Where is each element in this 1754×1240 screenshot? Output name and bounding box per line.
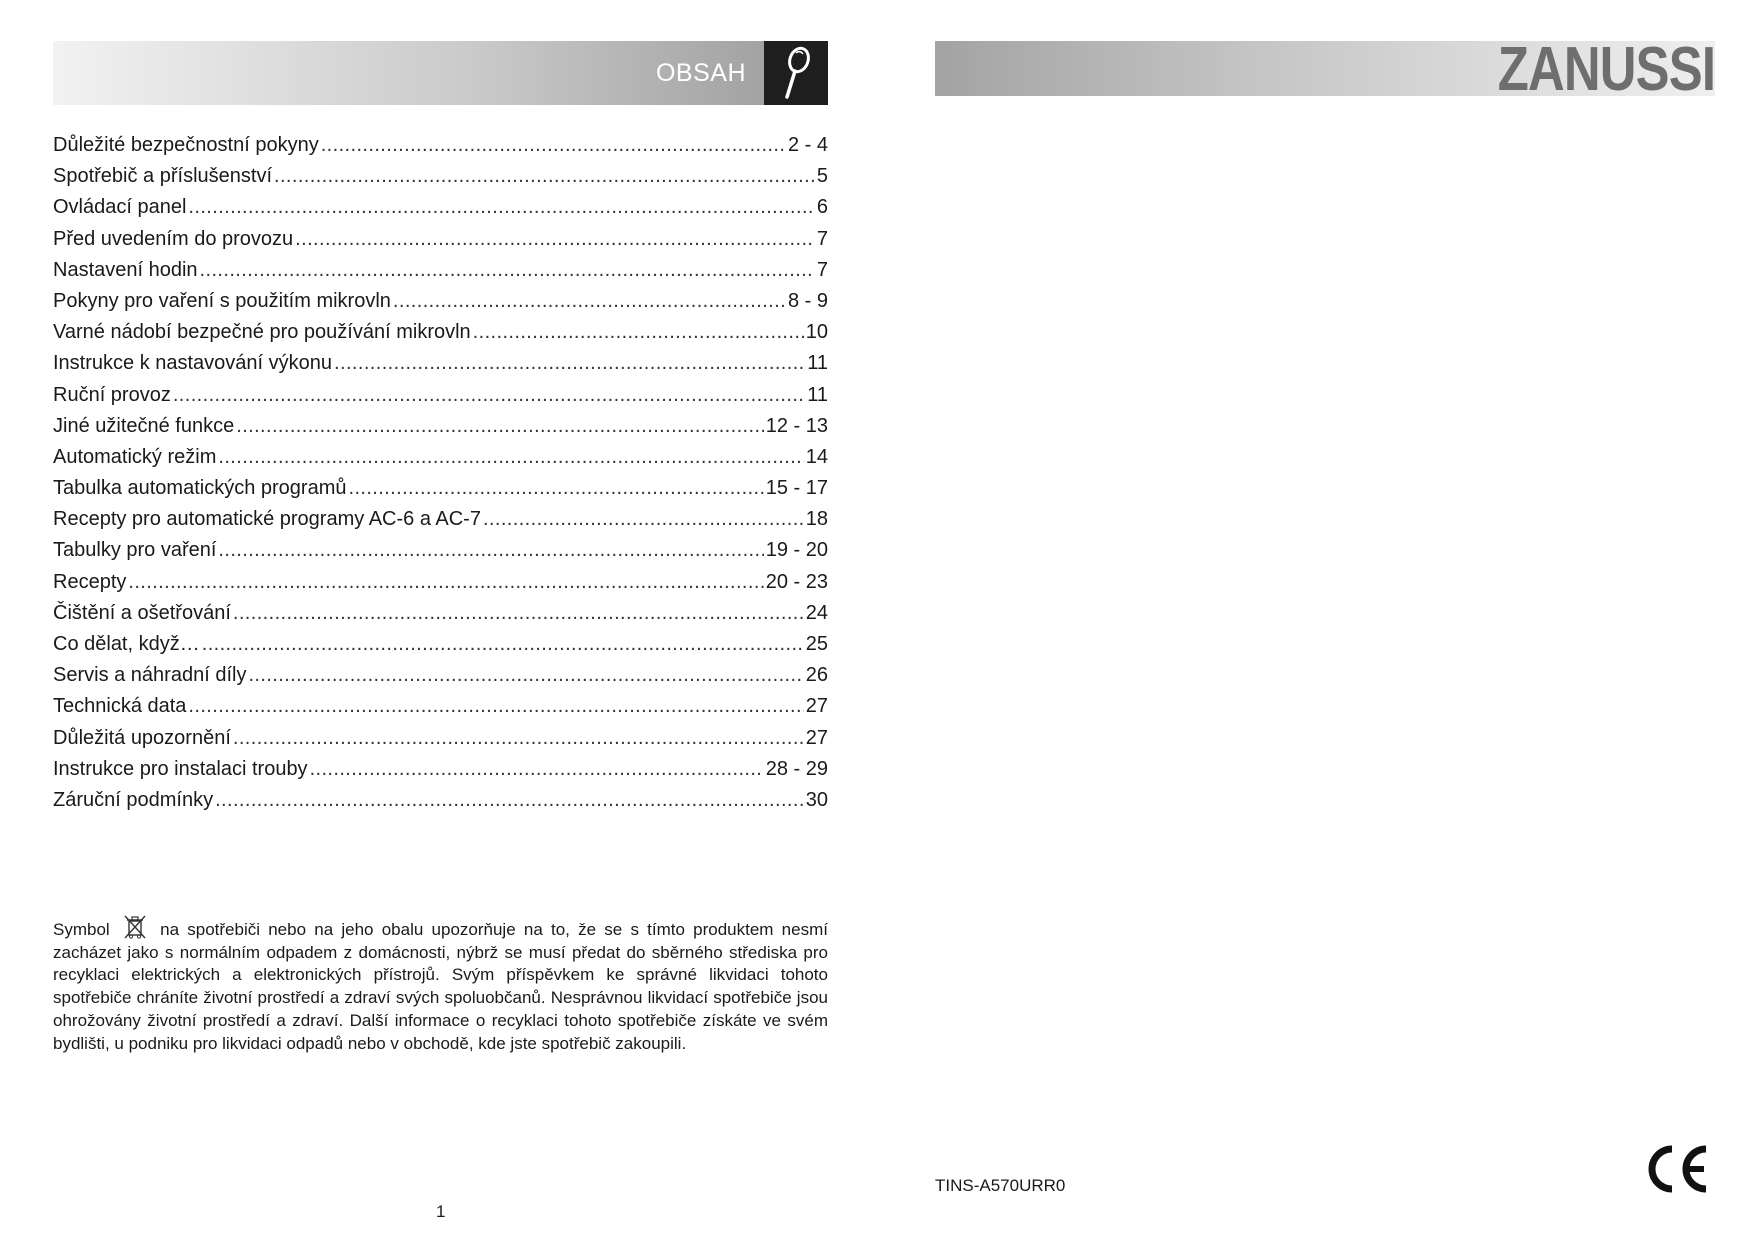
toc-leader-dots <box>218 442 803 473</box>
toc-entry-title: Recepty <box>53 570 127 593</box>
toc-leader-dots <box>483 504 804 535</box>
toc-leader-dots <box>200 255 815 286</box>
toc-entry-page: 2 - 4 <box>787 134 828 156</box>
toc-leader-dots <box>321 130 786 161</box>
toc-leader-dots <box>173 380 805 411</box>
toc-entry-page: 24 <box>805 601 828 624</box>
toc-leader-dots <box>334 348 805 379</box>
toc-entry-title: Důležitá upozornění <box>53 726 231 749</box>
toc-leader-dots <box>188 192 814 223</box>
toc-leader-dots <box>233 598 804 629</box>
document-code: TINS-A570URR0 <box>935 1176 1066 1195</box>
toc-entry-title: Ovládací panel <box>53 196 187 219</box>
zanussi-logo: ZANUSSI <box>1497 35 1715 104</box>
toc-entry-page: 15 - 17 <box>765 477 828 500</box>
toc-entry <box>53 567 828 598</box>
toc-entry <box>53 286 828 317</box>
ce-mark-icon <box>1642 1143 1712 1195</box>
toc-leader-dots <box>295 224 815 255</box>
toc-entry-page: 10 <box>805 321 828 344</box>
toc-entry-title: Před uvedením do provozu <box>53 227 294 250</box>
toc-entry-page: 27 <box>805 695 828 718</box>
toc-entry <box>53 629 828 660</box>
toc-entry-title: Instrukce pro instalaci trouby <box>53 757 308 780</box>
header-icon-box <box>764 41 828 105</box>
toc-entry <box>53 442 828 473</box>
toc-entry-title: Důležité bezpečnostní pokyny <box>53 134 319 156</box>
toc-entry-title: Technická data <box>53 695 187 718</box>
toc-entry-title: Servis a náhradní díly <box>53 664 247 687</box>
brand-header <box>935 35 1715 104</box>
toc-leader-dots <box>310 754 764 785</box>
magnifier-icon <box>774 45 818 101</box>
toc-entry-title: Recepty pro automatické programy AC-6 a AC-7 <box>53 508 481 531</box>
toc-entry-page: 7 <box>816 227 828 250</box>
notice-lead: Symbol <box>53 920 110 939</box>
toc-entry <box>53 192 828 223</box>
toc-leader-dots <box>202 629 804 660</box>
table-of-contents <box>53 130 828 816</box>
toc-leader-dots <box>215 785 804 816</box>
toc-entry-page: 26 <box>805 664 828 687</box>
toc-entry <box>53 504 828 535</box>
toc-entry <box>53 473 828 504</box>
toc-entry-page: 28 - 29 <box>765 757 828 780</box>
toc-entry <box>53 317 828 348</box>
toc-leader-dots <box>248 660 803 691</box>
toc-leader-dots <box>233 723 804 754</box>
toc-entry <box>53 130 828 161</box>
page-number: 1 <box>436 1202 446 1221</box>
toc-entry <box>53 161 828 192</box>
toc-entry <box>53 380 828 411</box>
toc-entry-page: 20 - 23 <box>765 570 828 593</box>
toc-entry-page: 30 <box>805 788 828 811</box>
toc-leader-dots <box>218 535 763 566</box>
toc-entry-title: Čištění a ošetřování <box>53 601 231 624</box>
toc-entry-page: 18 <box>805 508 828 531</box>
toc-entry-title: Tabulky pro vaření <box>53 539 217 562</box>
toc-entry-title: Ruční provoz <box>53 383 171 406</box>
toc-leader-dots <box>236 411 764 442</box>
toc-entry <box>53 535 828 566</box>
toc-entry-title: Spotřebič a příslušenství <box>53 165 272 188</box>
toc-entry <box>53 411 828 442</box>
toc-entry-page: 14 <box>805 445 828 468</box>
toc-entry-page: 5 <box>816 165 828 188</box>
toc-entry <box>53 598 828 629</box>
toc-entry-page: 19 - 20 <box>765 539 828 562</box>
toc-entry <box>53 255 828 286</box>
toc-leader-dots <box>393 286 786 317</box>
toc-leader-dots <box>188 691 803 722</box>
toc-leader-dots <box>473 317 804 348</box>
section-title: OBSAH <box>655 59 746 87</box>
toc-entry-page: 7 <box>816 258 828 281</box>
toc-entry-title: Co dělat, když… <box>53 633 200 655</box>
toc-entry <box>53 754 828 785</box>
recycling-notice <box>53 914 828 1055</box>
toc-entry-page: 25 <box>805 633 828 655</box>
toc-entry <box>53 348 828 379</box>
toc-entry <box>53 224 828 255</box>
toc-entry-page: 11 <box>807 383 828 406</box>
toc-entry-page: 6 <box>816 196 828 219</box>
toc-entry-title: Záruční podmínky <box>53 788 214 811</box>
toc-entry-page: 11 <box>807 352 828 375</box>
toc-entry-page: 8 - 9 <box>787 289 828 312</box>
toc-entry <box>53 660 828 691</box>
toc-leader-dots <box>274 161 815 192</box>
toc-entry-title: Pokyny pro vaření s použitím mikrovln <box>53 289 391 312</box>
notice-text: na spotřebiči nebo na jeho obalu upozorňuje na to, že se s tímto produktem nesmí zacházet jako s normálním odpadem z domácnosti, nýbrž se musí předat do sběrného střediska pro recyklaci elektrických a elektronických přístrojů. Svým příspěvkem ke správné likvidaci tohoto spotřebiče chráníte životní prostředí a zdraví svých spoluobčanů. Nesprávnou likvidací spotřebiče jsou ohrožovány životní prostředí a zdraví. Další informace o recyklaci tohoto spotřebiče získáte ve svém bydlišti, u podniku pro likvidaci odpadů nebo v obchodě, kde jste spotřebič zakoupili. <box>53 920 828 1053</box>
toc-entry-title: Tabulka automatických programů <box>53 477 347 500</box>
toc-entry-title: Varné nádobí bezpečné pro používání mikrovln <box>53 321 471 344</box>
toc-entry <box>53 723 828 754</box>
toc-entry <box>53 785 828 816</box>
toc-entry-title: Nastavení hodin <box>53 258 198 281</box>
toc-entry-title: Jiné užitečné funkce <box>53 414 235 437</box>
toc-entry-title: Instrukce k nastavování výkonu <box>53 352 333 375</box>
toc-entry-page: 12 - 13 <box>765 414 828 437</box>
toc-leader-dots <box>348 473 763 504</box>
toc-entry-page: 27 <box>805 726 828 749</box>
crossed-bin-icon <box>122 914 148 940</box>
toc-leader-dots <box>128 567 763 598</box>
toc-entry <box>53 691 828 722</box>
toc-entry-title: Automatický režim <box>53 445 217 468</box>
section-header <box>53 41 828 105</box>
